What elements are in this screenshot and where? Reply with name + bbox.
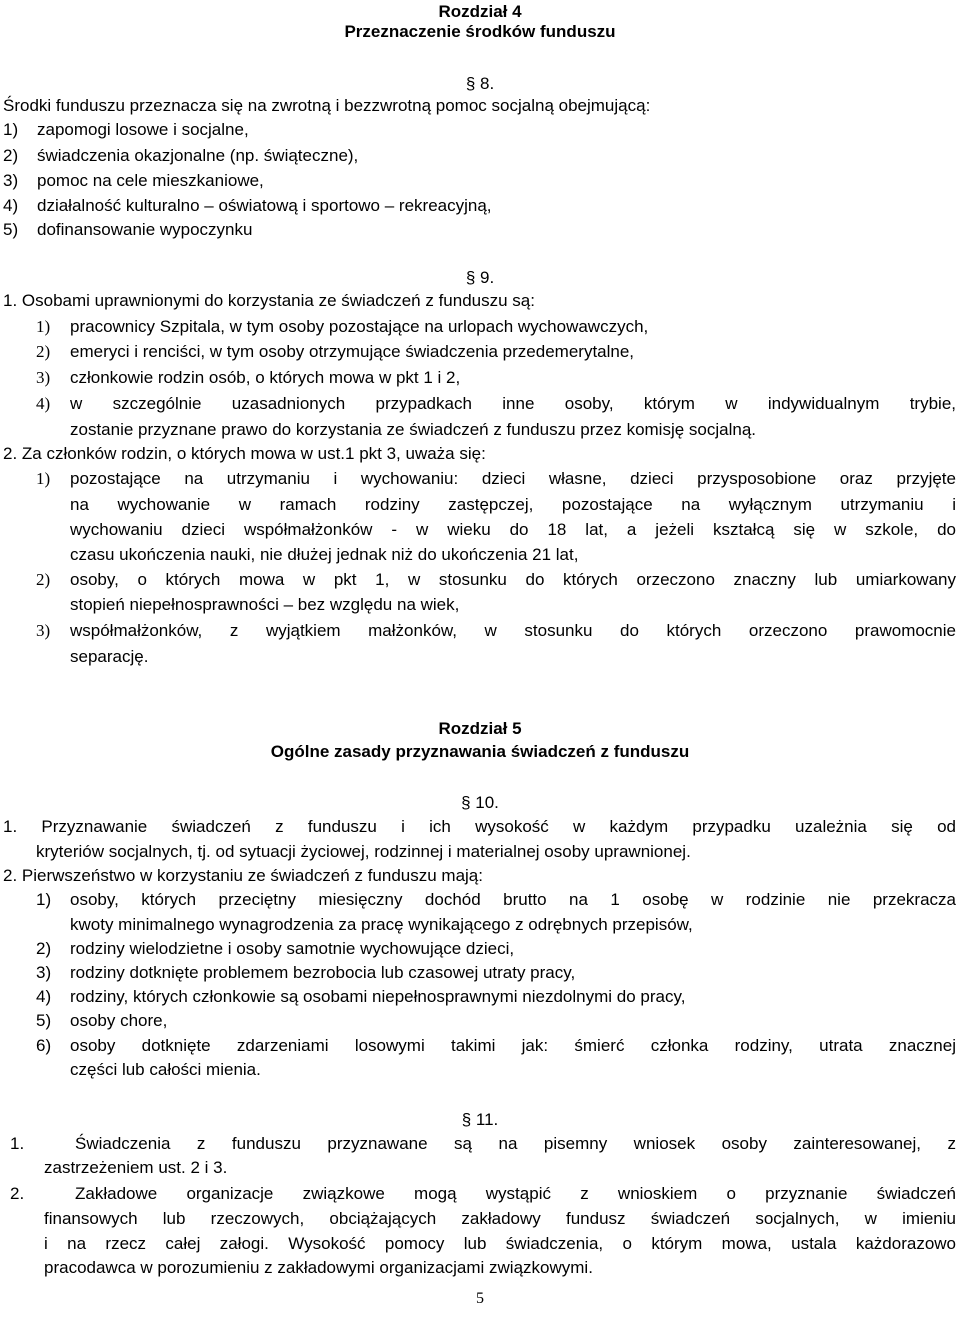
section-9-2-item-1-line-3: wychowaniu dzieci współmałżonków - w wieku do 18 lat, a jeżeli kształcą się w szkole, do: [70, 520, 956, 539]
page-number: 5: [476, 1290, 484, 1307]
section-11-para-2-num: 2.: [10, 1184, 25, 1203]
section-9-1-item-4-line-2: zostanie przyznane prawo do korzystania ze świadczeń z funduszu przez komisję socjalną.: [70, 420, 757, 439]
section-8-item-5: 5) dofinansowanie wypoczynku: [3, 220, 253, 239]
section-10-item-6-line-1: osoby dotknięte zdarzeniami losowymi takimi jak: śmierć członka rodziny, utrata znacznej: [70, 1036, 956, 1055]
section-9-1-item-4: 4): [36, 394, 51, 413]
section-11-para-2-line-3: i na rzecz całej załogi. Wysokość pomocy lub świadczenia, o którym mowa, ustala każdorazowo: [44, 1234, 956, 1253]
section-9-sign: § 9.: [465, 268, 495, 287]
section-9-2-item-1-num: 1): [36, 469, 51, 488]
chapter-4-subtitle: Przeznaczenie środków funduszu: [344, 22, 616, 41]
section-9-2-item-1-line-2: na wychowanie w ramach rodziny zastępczej, pozostające na wyłącznym utrzymaniu i: [70, 495, 956, 514]
section-10-item-2: 2) rodziny wielodzietne i osoby samotnie wychowujące dzieci,: [36, 939, 515, 958]
section-9-1-item-4-line-1: w szczególnie uzasadnionych przypadkach inne osoby, którym w indywidualnym trybie,: [70, 394, 956, 413]
section-8-item-3: 3) pomoc na cele mieszkaniowe,: [3, 171, 264, 190]
section-11-para-2-line-1: Zakładowe organizacje związkowe mogą wystąpić z wnioskiem o przyznanie świadczeń: [75, 1184, 956, 1203]
section-9-para-2: 2. Za członków rodzin, o których mowa w ust.1 pkt 3, uważa się:: [3, 444, 486, 463]
section-9-2-item-3-line-1: współmałżonków, z wyjątkiem małżonków, w stosunku do których orzeczono prawomocnie: [70, 621, 956, 640]
section-9-1-item-1: 1) pracownicy Szpitala, w tym osoby pozostające na urlopach wychowawczych,: [36, 317, 649, 336]
section-10-item-1-num: 1): [36, 890, 52, 909]
chapter-5-subtitle: Ogólne zasady przyznawania świadczeń z funduszu: [270, 742, 690, 761]
section-10-item-3: 3) rodziny dotknięte problemem bezrobocia lub czasowej utraty pracy,: [36, 963, 576, 982]
section-8-item-1: 1) zapomogi losowe i socjalne,: [3, 120, 249, 139]
section-8-intro: Środki funduszu przeznacza się na zwrotną i bezzwrotną pomoc socjalną obejmującą:: [3, 96, 651, 115]
section-10-sign: § 10.: [461, 793, 499, 812]
section-9-para-1: 1. Osobami uprawnionymi do korzystania ze świadczeń z funduszu są:: [3, 291, 535, 310]
section-10-para-2: 2. Pierwszeństwo w korzystaniu ze świadczeń z funduszu mają:: [3, 866, 483, 885]
chapter-5-title: Rozdział 5: [438, 719, 522, 738]
section-9-2-item-1-line-1: pozostające na utrzymaniu i wychowaniu: dzieci własne, dzieci przysposobione oraz przyjęte: [70, 469, 956, 488]
section-9-1-item-3: 3) członkowie rodzin osób, o których mowa w pkt 1 i 2,: [36, 368, 461, 387]
section-11-sign: § 11.: [461, 1110, 499, 1129]
section-10-item-1-line-2: kwoty minimalnego wynagrodzenia za pracę wynikającego z odrębnych przepisów,: [70, 915, 693, 934]
section-10-item-6-num: 6): [36, 1036, 52, 1055]
section-9-2-item-1-line-4: czasu ukończenia nauki, nie dłużej jednak niż do ukończenia 21 lat,: [70, 545, 579, 564]
section-9-2-item-2-line-2: stopień niepełnosprawności – bez względu na wiek,: [70, 595, 460, 614]
section-8-item-4: 4) działalność kulturalno – oświatową i sportowo – rekreacyjną,: [3, 196, 492, 215]
section-9-2-item-2-line-1: osoby, o których mowa w pkt 1, w stosunku do których orzeczono znaczny lub umiarkowany: [70, 570, 956, 589]
section-9-2-item-3-line-2: separację.: [70, 647, 149, 666]
section-8-sign: § 8.: [465, 74, 495, 93]
section-11-para-1-line-2: zastrzeżeniem ust. 2 i 3.: [44, 1158, 228, 1177]
section-9-2-item-2-num: 2): [36, 570, 51, 589]
section-11-para-1-line-1: Świadczenia z funduszu przyznawane są na pisemny wniosek osoby zainteresowanej, z: [75, 1134, 956, 1153]
section-10-para-1-line-1: 1. Przyznawanie świadczeń z funduszu i ich wysokość w każdym przypadku uzależnia się od: [3, 817, 956, 836]
section-9-1-item-2: 2) emeryci i renciści, w tym osoby otrzymujące świadczenia przedemerytalne,: [36, 342, 635, 361]
section-10-item-5: 5) osoby chore,: [36, 1011, 168, 1030]
section-10-para-1-line-2: kryteriów socjalnych, tj. od sytuacji życiowej, rodzinnej i materialnej osoby uprawnionej.: [36, 842, 691, 861]
section-11-para-2-line-2: finansowych lub rzeczowych, obciążających zakładowy fundusz świadczeń socjalnych, w imieniu: [44, 1209, 956, 1228]
section-10-item-1-line-1: osoby, których przeciętny miesięczny dochód brutto na 1 osobę w rodzinie nie przekracza: [70, 890, 956, 909]
section-8-item-2: 2) świadczenia okazjonalne (np. świąteczne),: [3, 146, 359, 165]
section-11-para-1-num: 1.: [10, 1134, 25, 1153]
section-9-2-item-3-num: 3): [36, 621, 51, 640]
section-11-para-2-line-4: pracodawca w porozumieniu z zakładowymi organizacjami związkowymi.: [44, 1258, 593, 1277]
section-10-item-6-line-2: części lub całości mienia.: [70, 1060, 261, 1079]
chapter-4-title: Rozdział 4: [438, 2, 522, 21]
section-10-item-4: 4) rodziny, których członkowie są osobami niepełnosprawnymi niezdolnymi do pracy,: [36, 987, 686, 1006]
